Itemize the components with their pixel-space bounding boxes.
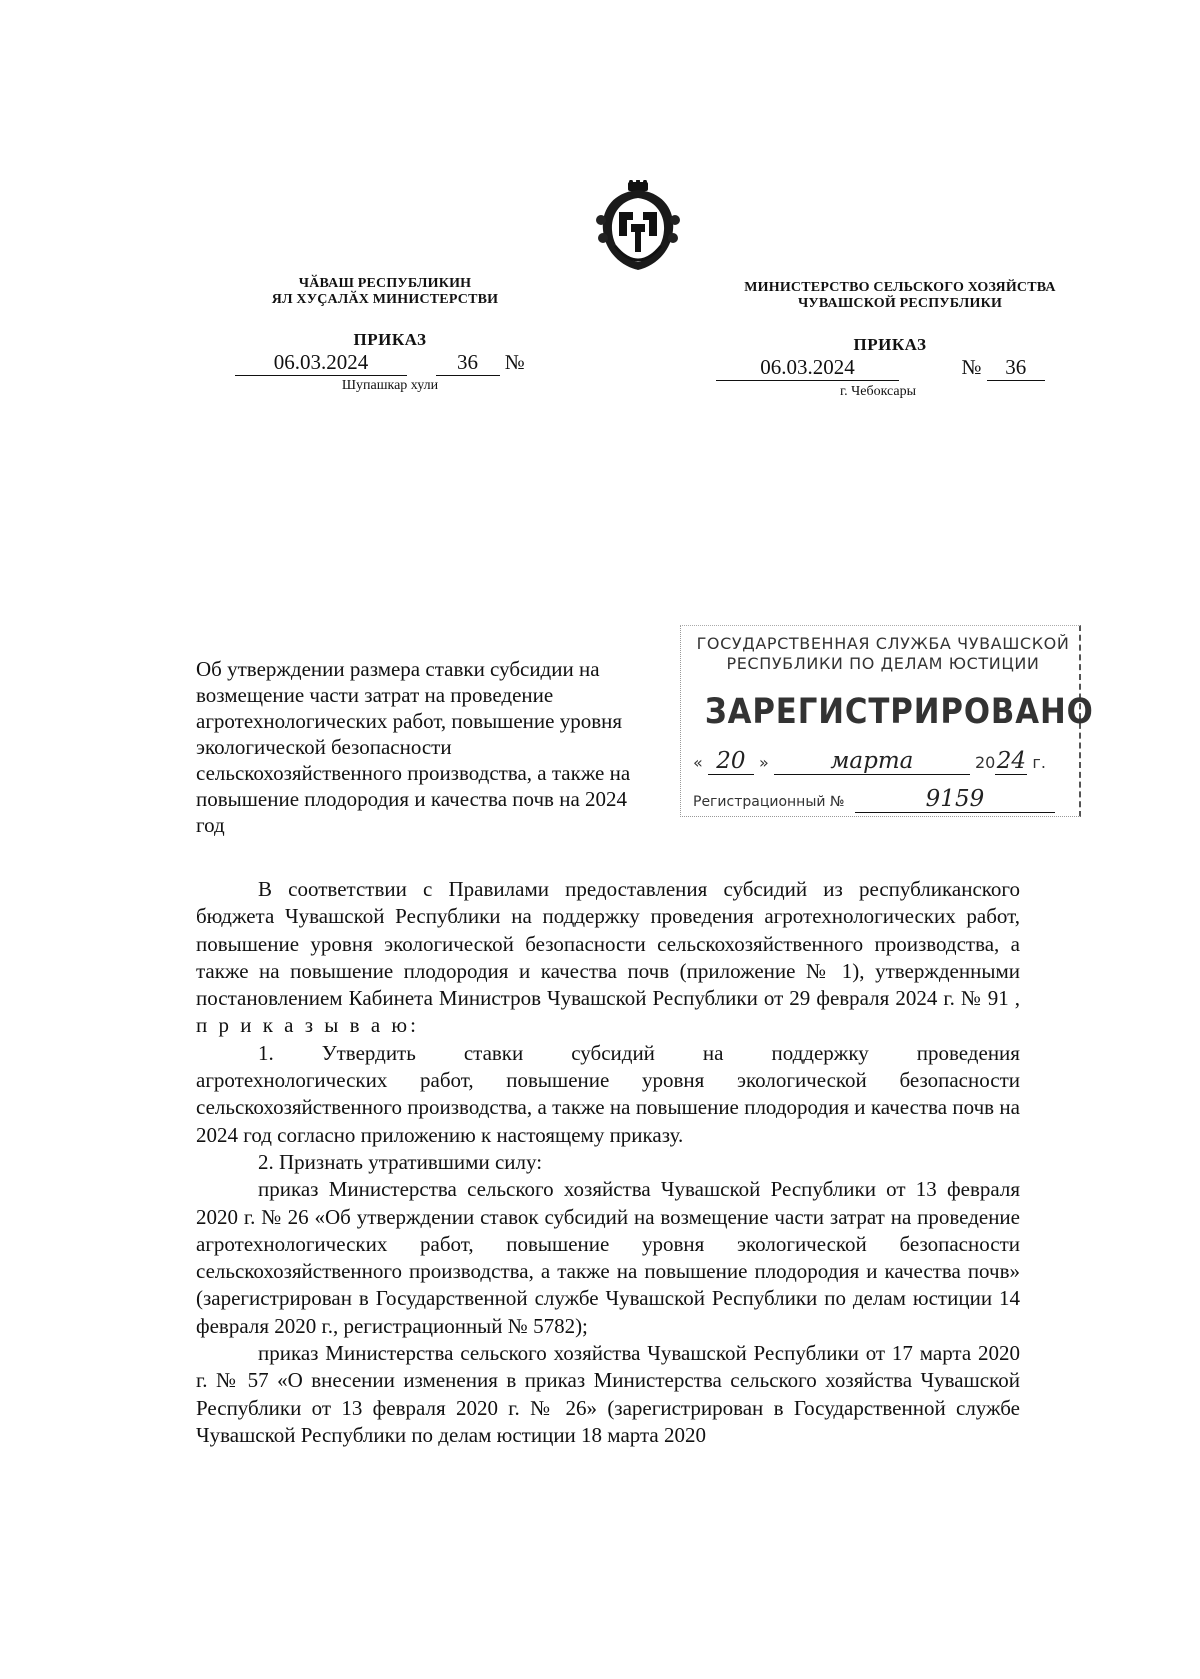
stamp-reg-label: Регистрационный № [693, 794, 845, 810]
item-1-first-line [196, 1040, 1020, 1067]
ministry-name-chuvash-line1: ЧӐВАШ РЕСПУБЛИКИН [298, 276, 472, 291]
preamble-paragraph [196, 876, 1020, 1040]
stamp-day: 20 [708, 748, 754, 775]
date-number-chuvash [235, 350, 525, 376]
chuvash-coat-of-arms-icon [593, 180, 683, 272]
registration-stamp [680, 625, 1094, 817]
order-number-chuvash: 36 [436, 350, 500, 376]
stamp-status: ЗАРЕГИСТРИРОВАНО [704, 692, 1094, 732]
stamp-close-quote: » [758, 753, 769, 772]
stamp-registration-number [693, 786, 1073, 813]
doc-type-russian: ПРИКАЗ [853, 335, 927, 354]
item-1-word: на [702, 1040, 724, 1065]
stamp-authority-line1: ГОСУДАРСТВЕННАЯ СЛУЖБА ЧУВАШСКОЙ [696, 634, 1070, 653]
date-number-russian [716, 355, 1045, 381]
item-1-text: агротехнологических работ, повышение уровня экологической безопасности сельскохозяйственного производства, а также на повышение плодородия и качества почв на 2024 год согласно приложению к настоящему приказу. [196, 1068, 1020, 1147]
order-date-chuvash: 06.03.2024 [235, 350, 407, 376]
city-chuvash: Шупашкар хули [341, 378, 439, 393]
item-1-word: 1. [258, 1040, 274, 1065]
stamp-date [693, 748, 1073, 775]
stamp-month: марта [774, 748, 970, 775]
preamble-text: В соответствии с Правилами предоставления субсидий из республиканского бюджета Чувашской Республики на поддержку проведения агротехнологических работ, повышение уровня экологической безопасности сельскохозяйственного производства, а также на повышение плодородия и качества почв (приложение № 1), утвержденными постановлением Кабинета Министров Чувашской Республики от 29 февраля 2024 г. № 91 , [196, 877, 1020, 1011]
stamp-year-unit: г. [1032, 753, 1046, 772]
item-1-word: Утвердить [321, 1040, 416, 1065]
item-2-heading: 2. Признать утратившими силу: [258, 1149, 543, 1174]
ministry-name-chuvash [240, 276, 530, 308]
repealed-order-2: приказ Министерства сельского хозяйства Чувашской Республики от 17 марта 2020 г. № 57 «О внесении изменения в приказ Министерства сельского хозяйства Чувашской Республики от 13 февраля 2020 г. № 26» (зарегистрирован в Государственной службе Чувашской Республики по делам юстиции 18 марта 2020 [196, 1341, 1020, 1447]
ministry-name-russian-line1: МИНИСТЕРСТВО СЕЛЬСКОГО ХОЗЯЙСТВА [744, 280, 1056, 295]
ministry-name-russian-line2: ЧУВАШСКОЙ РЕСПУБЛИКИ [797, 296, 1003, 311]
order-number-russian: 36 [987, 355, 1045, 381]
stamp-year-prefix: 20 [974, 753, 996, 772]
stamp-authority [693, 634, 1073, 674]
ministry-name-chuvash-line2: ЯЛ ХУҪАЛӐХ МИНИСТЕРСТВИ [271, 292, 499, 307]
city-russian: г. Чебоксары [840, 384, 917, 399]
item-1-word: ставки [463, 1040, 524, 1065]
number-sign-russian: № [961, 355, 982, 379]
stamp-open-quote: « [693, 753, 703, 772]
ministry-name-russian [725, 280, 1075, 312]
doc-type-chuvash: ПРИКАЗ [353, 330, 427, 349]
item-1-word: субсидий [571, 1040, 655, 1065]
document-body [196, 876, 1020, 1449]
order-date-russian: 06.03.2024 [716, 355, 899, 381]
item-1-word: поддержку [771, 1040, 869, 1065]
stamp-authority-line2: РЕСПУБЛИКИ ПО ДЕЛАМ ЮСТИЦИИ [726, 654, 1040, 673]
number-sign-chuvash: № [504, 350, 525, 374]
document-title: Об утверждении размера ставки субсидии на возмещение части затрат на проведение агротехнологических работ, повышение уровня экологической безопасности сельскохозяйственного производства, а также на повышение плодородия и качества почв на 2024 год [196, 657, 631, 837]
stamp-reg-number: 9159 [855, 786, 1055, 813]
order-word: п р и к а з ы в а ю: [196, 1013, 419, 1038]
item-1-word: проведения [916, 1040, 1020, 1065]
repealed-order-1: приказ Министерства сельского хозяйства Чувашской Республики от 13 февраля 2020 г. № 26 «Об утверждении ставок субсидий на возмещение части затрат на проведение агротехнологических работ, повышение уровня экологической безопасности сельскохозяйственного производства, а также на повышение плодородия и качества почв» (зарегистрирован в Государственной службе Чувашской Республики по делам юстиции 14 февраля 2020 г., регистрационный № 5782); [196, 1177, 1020, 1338]
stamp-year-suffix: 24 [996, 748, 1026, 774]
